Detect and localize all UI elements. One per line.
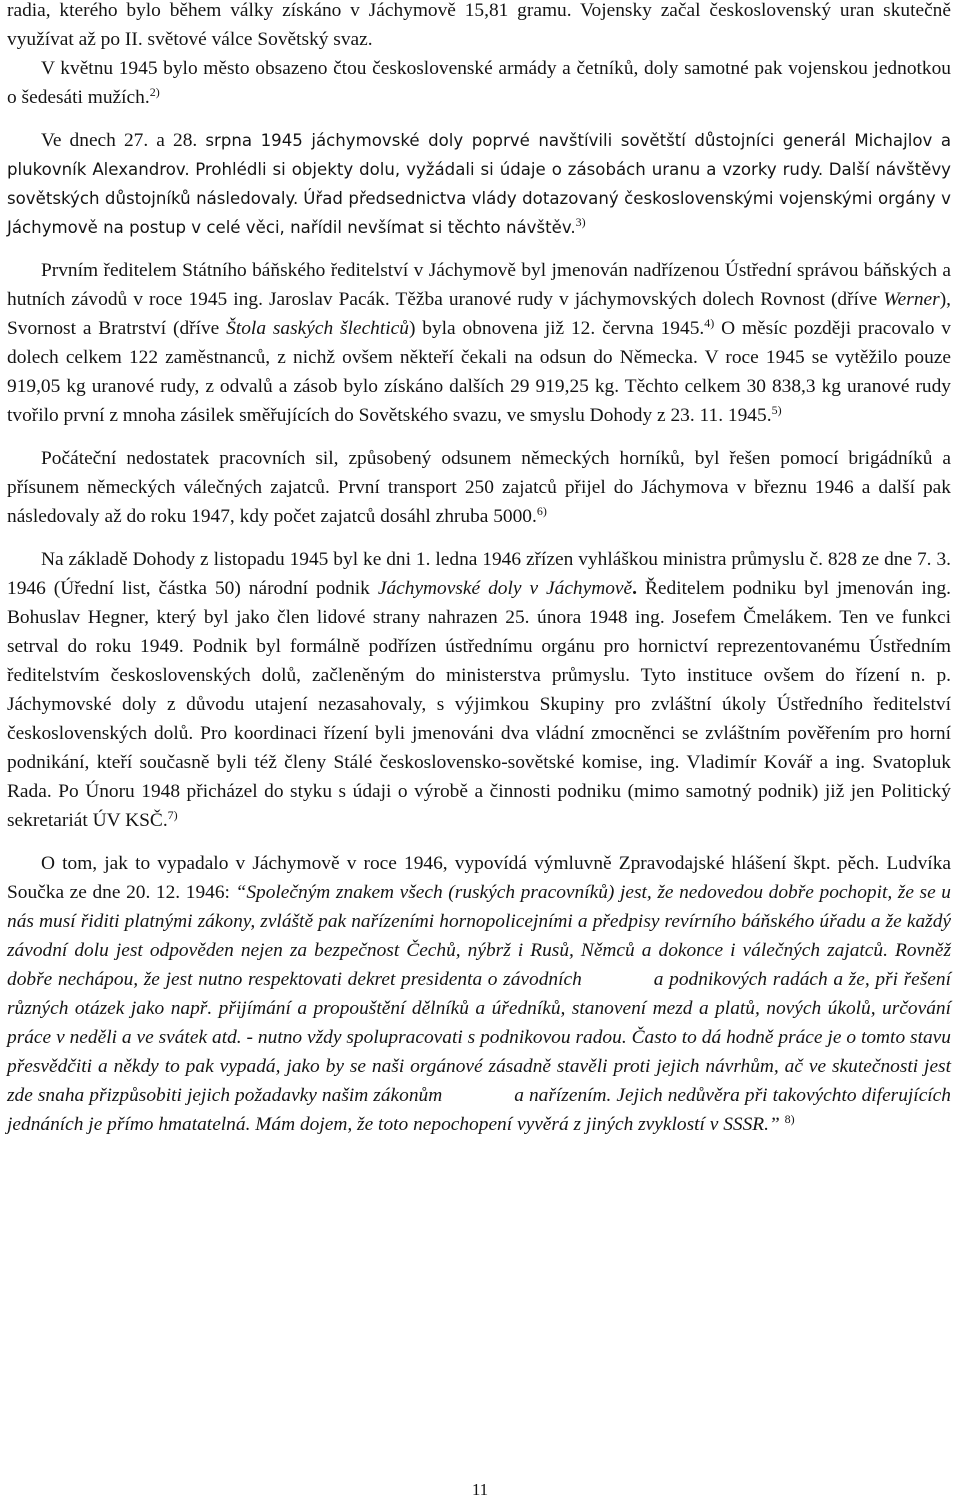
footnote-ref-4: 4) — [704, 316, 715, 330]
paragraph-text: Další návštěvy sovětských důstojníků následovaly. — [7, 160, 951, 208]
report-quote: “Společným znakem všech (ruských pracovníků) jest, že nedovedou dobře pochopit, že se u nás musí řiditi platnými zákony, zvláště pak nařízeními hornopolicejními a předpisy revírního báňského úřadu a že každý závodní dolu jest odpověden nejen za bezpečnost Čechů, nýbrž i Rusů, Němců a dokonce i válečných zajatců. Rovněž dobře nechápou, že jest nutno respektovati dekret presidenta o závodních — [7, 882, 951, 990]
footnote-ref-6: 6) — [536, 504, 547, 518]
footnote-ref-7: 7) — [167, 808, 178, 822]
paragraph-text: Prvním ředitelem Státního báňského ředitelství v Jáchymově byl jmenován nadřízenou Ústřední správou báňských a hutních závodů v roce 1945 ing. Jaroslav Pacák. Těžba uranové rudy v jáchymovských dolech Rovnost (dříve — [7, 260, 951, 310]
paragraph-text: Ve dnech 27. a 28. — [41, 130, 198, 151]
paragraph-text: ), Svornost a Bratrství (dříve — [7, 289, 951, 339]
paragraph-labor-shortage — [7, 444, 951, 531]
mine-name-stola: Štola saských šlechticů — [226, 318, 409, 339]
paragraph-intelligence-report — [7, 849, 951, 1139]
document-page — [7, 0, 951, 1153]
footnote-ref-5: 5) — [771, 403, 782, 417]
paragraph-text: Ředitelem podniku byl jmenován ing. Bohuslav Hegner, který byl jako člen lidové strany nahrazen 25. února 1948 ing. Josefem Čmelákem. Ten ve funkci setrval do roku 1949. Podnik byl formálně podřízen ústřednímu orgánu pro hornictví reprezentovanému Ústředním ředitelstvím československých dolů, začleněným do ministerstva průmyslu. Tyto instituce ovšem do řízení n. p. Jáchymovské doly z důvodu utajení nezasahovaly, s výjimkou Skupiny pro zvláštní úkoly Ústředního ředitelství československých dolů. Pro koordinaci řízení byli jmenováni dva vládní zmocněnci se zvláštním pověřením pro horní podnikání, kteří současně byli též členy Stálé československo-sovětské komise, ing. Vladimír Kovář a ing. Svatopluk Rada. Po Únoru 1948 přicházel do styku s údaji o výrobě a činnosti podniku (mimo samotný podnik) již jen Politický sekretariát ÚV KSČ. — [7, 578, 951, 831]
paragraph-text: Prohlédli si objekty dolu, vyžádali si údaje o zásobách uranu a vzorky rudy. — [195, 160, 824, 179]
paragraph-text: V květnu 1945 bylo město obsazeno čtou československé armády a četníků, doly samotné pak vojenskou jednotkou o šedesáti mužích. — [7, 58, 951, 108]
page-number: 11 — [471, 1480, 489, 1499]
paragraph-national-enterprise — [7, 545, 951, 835]
paragraph-text: Na základě Dohody z listopadu 1945 byl ke dni 1. ledna 1946 zřízen vyhláškou ministra průmyslu č. 828 ze dne 7. 3. 1946 (Úřední list, částka 50) národní podnik — [7, 549, 951, 599]
paragraph-text: ) byla obnovena již 12. června 1945. — [408, 318, 705, 339]
paragraph-text: O měsíc později pracovalo v dolech celkem 122 zaměstnanců, z nichž ovšem někteří čekali na odsun do Německa. V roce 1945 se vytěžilo pouze 919,05 kg uranové rudy, z odvalů a zásob bylo získáno dalších 29 919,25 kg. Těchto celkem 30 838,3 kg uranové rudy tvořilo první z mnoha zásilek směřujících do Sovětského svazu, ve smyslu Dohody z 23. 11. 1945. — [7, 318, 951, 426]
report-quote: a nařízením. Jejich nedůvěra při takovýchto diferujících jednáních je přímo hmatatelná. Mám dojem, že toto nepochopení vyvěrá z jiných zvyklostí v SSSR.” — [7, 1085, 951, 1135]
paragraph-first-director — [7, 256, 951, 430]
report-quote: a podnikových radách a že, při řešení různých otázek jako např. přijímání a propouštění dělníků a úředníků, stanovení mezd a platů, nových úkolů, určování práce v neděli a ve svátek atd. - nutno vždy spolupracovati s podnikovou radou. Často to dá hodně práce je o tomto stavu přesvědčiti a někdy to pak vypadá, jako by se naši orgánové zásadně stavěli proti jejich návrhům, ač ve skutečnosti jest zde snaha přizpůsobiti jejich požadavky našim zákonům — [7, 969, 951, 1106]
paragraph-uranium-intro — [7, 0, 951, 112]
paragraph-text: radia, kterého bylo během války získáno v Jáchymově 15,81 gramu. Vojensky začal československý uran skutečně využívat až po II. světové válce Sovětský svaz. — [7, 0, 951, 50]
footnote-ref-2: 2) — [149, 85, 160, 99]
mine-name-werner: Werner — [883, 289, 940, 310]
enterprise-name: Jáchymovské doly v Jáchymově — [377, 578, 633, 599]
paragraph-text: O tom, jak to vypadalo v Jáchymově v roce 1946, vypovídá výmluvně Zpravodajské hlášení škpt. pěch. Ludvíka Součka ze dne 20. 12. 1946: — [7, 853, 951, 903]
paragraph-text: Počáteční nedostatek pracovních sil, způsobený odsunem německých horníků, byl řešen pomocí brigádníků a přísunem německých válečných zajatců. První transport 250 zajatců přijel do Jáchymova v březnu 1946 a další pak následovaly až do roku 1947, kdy počet zajatců dosáhl zhruba 5000. — [7, 448, 951, 527]
paragraph-text: Úřad předsednictva vlády dotazovaný československými vojenskými orgány v Jáchymově na postup v celé věci, nařídil nevšímat si těchto návštěv. — [7, 189, 951, 237]
paragraph-soviet-visits — [7, 126, 951, 242]
paragraph-text: . — [632, 578, 638, 599]
footnote-ref-8: 8) — [784, 1112, 795, 1126]
paragraph-text: srpna 1945 jáchymovské doly poprvé navštívili sovětští důstojníci generál Michajlov a plukovník Alexandrov. — [7, 131, 951, 179]
footnote-ref-3: 3) — [575, 215, 586, 229]
